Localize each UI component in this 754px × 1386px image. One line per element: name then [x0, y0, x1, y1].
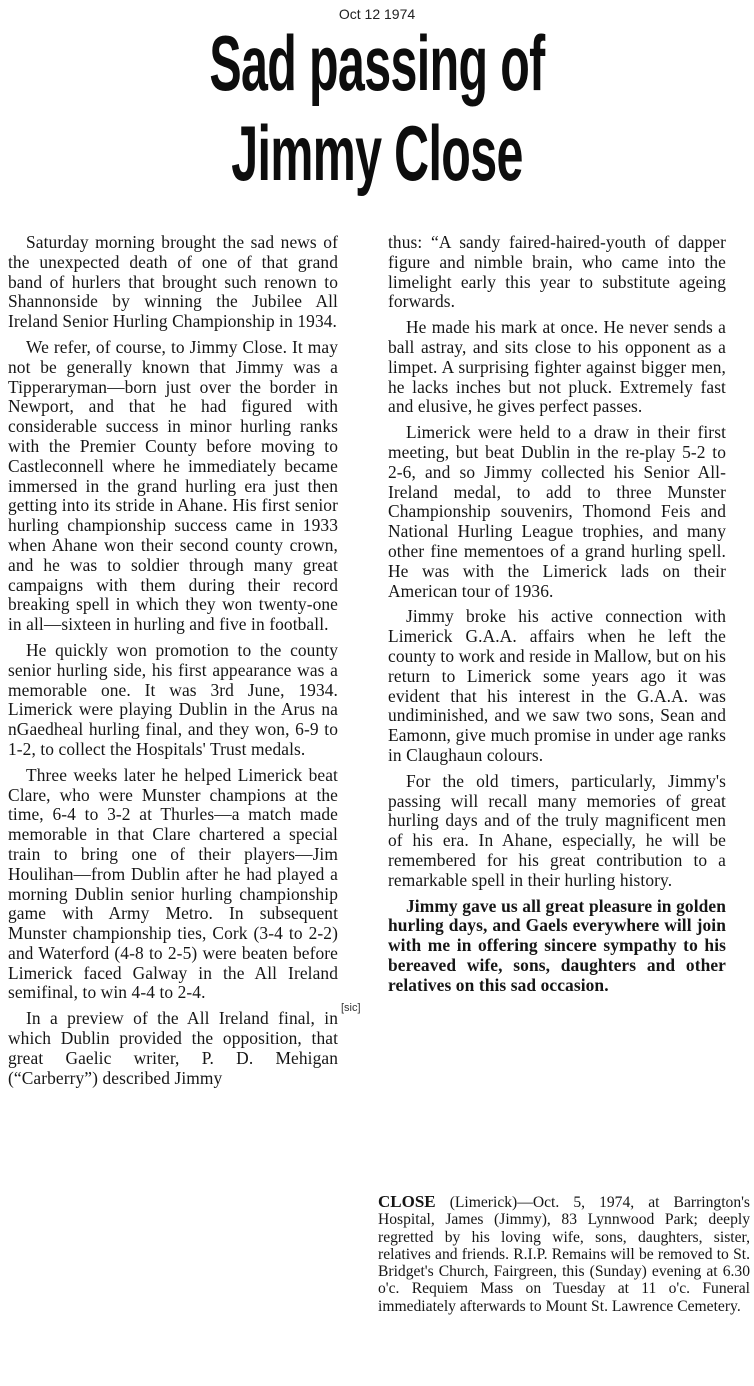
paragraph: thus: “A sandy faired-haired-youth of dapper figure and nimble brain, who came into the limelight early this year to substitute ageing forwards.: [388, 232, 726, 312]
paragraph: Three weeks later he helped Limerick beat Clare, who were Munster champions at the time, 6-4 to 3-2 at Thurles—a match made memorable in that Clare chartered a special train to bring one of their players—Jim Houlihan—from Dublin after he had played a morning Dublin senior hurling championship game with Army Metro. In subsequent Munster championship ties, Cork (3-4 to 2-2) and Waterford (4-8 to 2-5) were beaten before Limerick faced Galway in the All Ireland semifinal, to win 4-4 to 2-4.: [8, 764, 338, 1003]
paragraph: In a preview of the All Ireland final, in which Dublin provided the opposition, that great Gaelic writer, P. D. Mehigan (“Carberry”) described Jimmy: [8, 1008, 338, 1088]
date-line: Oct 12 1974: [338, 6, 416, 22]
paragraph: He quickly won promotion to the county senior hurling side, his first appearance was a memorable one. It was 3rd June, 1934. Limerick were playing Dublin in the Arus na nGaedheal hurling final, and they won, 6-9 to 1-2, to collect the Hospitals' Trust medals.: [8, 639, 338, 759]
sic-annotation: [sic]: [341, 1002, 361, 1014]
paragraph: Jimmy gave us all great pleasure in golden hurling days, and Gaels everywhere will join with me in offering sincere sympathy to his bereaved wife, sons, daughters and other relatives on this sad occasion.: [388, 895, 726, 995]
headline-line-1: Sad passing of: [209, 19, 545, 107]
death-notice: [378, 1193, 750, 1315]
headline-line-2: Jimmy Close: [231, 109, 523, 197]
article-column-right: [388, 233, 726, 1001]
death-notice-surname: CLOSE: [378, 1192, 436, 1211]
paragraph: Saturday morning brought the sad news of the unexpected death of one of that grand band of hurlers that brought such renown to Shannonside by winning the Jubilee All Ireland Senior Hurling Championship in 1934.: [8, 232, 338, 332]
paragraph: He made his mark at once. He never sends a ball astray, and sits close to his opponent as a limpet. A surprising fighter against bigger men, he lacks inches but not pluck. Extremely fast and elusive, he gives perfect passes.: [388, 317, 726, 417]
paragraph: We refer, of course, to Jimmy Close. It may not be generally known that Jimmy was a Tipperaryman—born just over the border in Newport, and that he had figured with considerable success in minor hurling ranks with the Premier County before moving to Castleconnell where he immediately became immersed in the grand hurling era just then getting into its stride in Ahane. His first senior hurling championship success came in 1933 when Ahane won their second county crown, and he was to soldier through many great campaigns with them during their record breaking spell in which they won twenty-one in all—sixteen in hurling and five in football.: [8, 336, 338, 635]
paragraph: Limerick were held to a draw in their first meeting, but beat Dublin in the re-play 5-2 to 2-6, and so Jimmy collected his Senior All-Ireland medal, to add to three Munster Championship souvenirs, Thomond Feis and National Hurling League trophies, and many other fine mementoes of a grand hurling spell. He was with the Limerick lads on their American tour of 1936.: [388, 422, 726, 601]
paragraph: Jimmy broke his active connection with Limerick G.A.A. affairs when he left the county to work and reside in Mallow, but on his return to Limerick some years ago it was evident that his interest in the G.A.A. was undiminished, and we saw two sons, Sean and Eamonn, give much promise in under age ranks in Claughaun colours.: [388, 606, 726, 765]
headline: [143, 18, 610, 198]
paragraph: For the old timers, particularly, Jimmy's passing will recall many memories of great hurling days and of the truly magnificent men of his era. In Ahane, especially, he will be remembered for his great contribution to a remarkable spell in their hurling history.: [388, 770, 726, 890]
article-column-left: [8, 233, 338, 1094]
death-notice-text: (Limerick)—Oct. 5, 1974, at Barrington's Hospital, James (Jimmy), 83 Lynnwood Park; deeply regretted by his loving wife, sons, daughters, sister, relatives and friends. R.I.P. Remains will be removed to St. Bridget's Church, Fairgreen, this (Sunday) evening at 6.30 o'c. Requiem Mass on Tuesday at 11 o'c. Funeral immediately afterwards to Mount St. Lawrence Cemetery.: [378, 1194, 750, 1315]
